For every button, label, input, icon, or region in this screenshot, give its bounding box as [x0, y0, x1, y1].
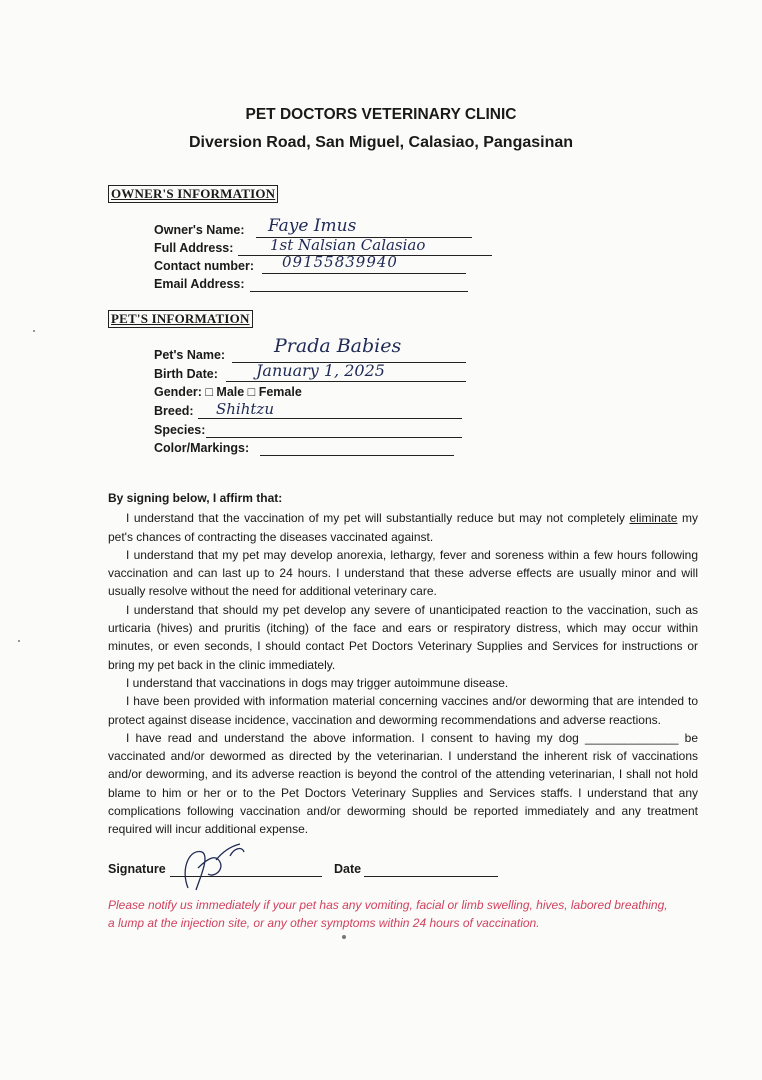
clinic-name: PET DOCTORS VETERINARY CLINIC — [245, 106, 517, 123]
date-line[interactable] — [364, 876, 498, 877]
p6-text-end: be vaccinated and/or dewormed as directed by the veterinarian. I understand the inherent risk of vaccinations and/or deworming, and its adverse reaction is beyond the control of the attending veterinarian, I shall not hold blame to him or her or to the Pet Doctors Veterinary Supplies and Services staffs. I understand that any complications following vaccination and/or deworming should be reported immediately and any treatment required will incur additional expense. — [108, 730, 698, 837]
breed-label: Breed: — [154, 404, 194, 418]
breed-value[interactable]: Shihtzu — [216, 400, 274, 418]
clinic-address: Diversion Road, San Miguel, Calasiao, Pangasinan — [188, 134, 574, 151]
signature-scribble — [160, 838, 250, 894]
consent-paragraph-6 — [108, 729, 698, 839]
consent-paragraph-2: I understand that my pet may develop anorexia, lethargy, fever and soreness within a few hours following vaccination and can last up to 24 hours. I understand that these adverse effects are usually minor and will usually resolve without the need for additional veterinary care. — [108, 547, 698, 599]
pet-name-value[interactable]: Prada Babies — [274, 335, 402, 357]
p1-text-end: my pet's chances of contracting the diseases vaccinated against. — [108, 511, 698, 544]
email-line[interactable] — [250, 291, 468, 292]
scan-speck — [342, 935, 346, 939]
consent-paragraph-1 — [108, 509, 698, 546]
contact-value[interactable]: 09155839940 — [282, 253, 398, 271]
pet-name-label: Pet's Name: — [154, 348, 226, 362]
p1-underlined: eliminate — [629, 511, 678, 526]
date-label: Date — [334, 862, 362, 876]
owner-name-label: Owner's Name: — [154, 223, 245, 237]
signature-stroke — [185, 844, 244, 890]
p6-text: I have read and understand the above information. I consent to having my dog — [126, 730, 579, 745]
birth-date-value[interactable]: January 1, 2025 — [256, 361, 385, 380]
dog-name-blank[interactable]: ______________ — [585, 730, 679, 745]
pet-section-title: PET'S INFORMATION — [108, 310, 253, 328]
contact-line — [262, 273, 466, 274]
color-markings-label: Color/Markings: — [154, 441, 250, 455]
affirm-intro: By signing below, I affirm that: — [108, 491, 283, 505]
consent-paragraph-5: I have been provided with information material concerning vaccines and/or deworming that are intended to protect against disease incidence, vaccination and deworming recommendations and adverse reactions. — [108, 694, 698, 727]
scan-speck — [18, 640, 20, 642]
species-line[interactable] — [206, 437, 462, 438]
consent-statement — [108, 489, 698, 839]
species-label: Species: — [154, 423, 206, 437]
gender-label[interactable]: Gender: □ Male □ Female — [154, 385, 302, 399]
address-value[interactable]: 1st Nalsian Calasiao — [270, 236, 426, 254]
scan-speck — [33, 330, 35, 332]
birth-date-label: Birth Date: — [154, 367, 218, 381]
consent-paragraph-3: I understand that should my pet develop any severe of unanticipated reaction to the vaccination, such as urticaria (hives) and pruritis (itching) of the face and ears or respiratory distress, which may occur within minutes, or even seconds, I should contact Pet Doctors Veterinary Supplies and Services for instructions or bring my pet back in the clinic immediately. — [108, 602, 698, 672]
signature-label: Signature — [108, 862, 166, 876]
owner-section-title: OWNER'S INFORMATION — [108, 185, 278, 203]
address-label: Full Address: — [154, 241, 234, 255]
birth-date-line — [226, 381, 466, 382]
contact-label: Contact number: — [154, 259, 254, 273]
color-markings-line[interactable] — [260, 455, 454, 456]
consent-paragraph-4: I understand that vaccinations in dogs may trigger autoimmune disease. — [126, 675, 509, 690]
breed-line — [198, 418, 462, 419]
owner-name-value[interactable]: Faye Imus — [268, 216, 357, 236]
email-label: Email Address: — [154, 277, 245, 291]
p1-text: I understand that the vaccination of my pet will substantially reduce but may not completely — [126, 511, 625, 526]
notice-text: Please notify us immediately if your pet has any vomiting, facial or limb swelling, hives, labored breathing, a lump at the injection site, or any other symptoms within 24 hours of vaccination. — [108, 898, 668, 930]
